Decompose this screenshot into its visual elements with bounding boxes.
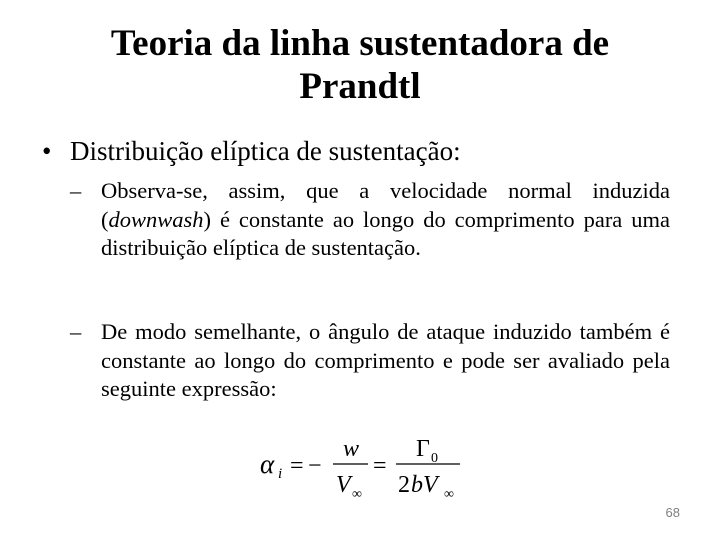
sub-bullet-2-text: De modo semelhante, o ângulo de ataque induzido também é constante ao longo do comprimento e pode ser avaliado pela seguinte expressão: (101, 319, 670, 401)
formula-den2-sub: ∞ (444, 487, 454, 502)
slide-title (40, 22, 680, 108)
sub-bullet-2 (70, 318, 670, 404)
formula-minus: − (308, 453, 322, 479)
formula-equals-1: = (290, 453, 304, 479)
induced-angle-formula (258, 428, 478, 508)
formula-den2-pre: 2 (398, 472, 410, 498)
formula-den1-sub: ∞ (352, 487, 362, 502)
dash-marker: – (70, 178, 82, 203)
formula-equals-2: = (373, 453, 387, 479)
sub-bullet-1 (70, 177, 670, 263)
title-line-2: Prandtl (299, 66, 421, 107)
formula-alpha: α (260, 449, 275, 479)
formula-den2: bV (411, 472, 438, 498)
main-bullet-text: Distribuição elíptica de sustentação: (70, 136, 461, 166)
sub-bullet-1-pre: Observa-se, assim, que a velocidade normal induzida ( (101, 178, 670, 232)
main-bullet (42, 134, 682, 168)
dash-marker: – (70, 319, 82, 344)
sub-bullet-1-text (101, 177, 670, 263)
page-number: 68 (665, 505, 680, 520)
formula-den1: V (336, 472, 351, 498)
formula-alpha-sub: i (278, 466, 283, 482)
bullet-marker: • (42, 136, 52, 166)
formula-num2: Γ (416, 436, 430, 462)
sub-bullet-1-italic: downwash (108, 206, 204, 232)
sub-bullet-1-post: ) é constante ao longo do comprimento para uma distribuição elíptica de sustentação. (101, 206, 670, 260)
title-line-1: Teoria da linha sustentadora de (110, 23, 610, 64)
formula-num2-sub: 0 (431, 451, 438, 466)
formula-num1: w (343, 436, 360, 462)
